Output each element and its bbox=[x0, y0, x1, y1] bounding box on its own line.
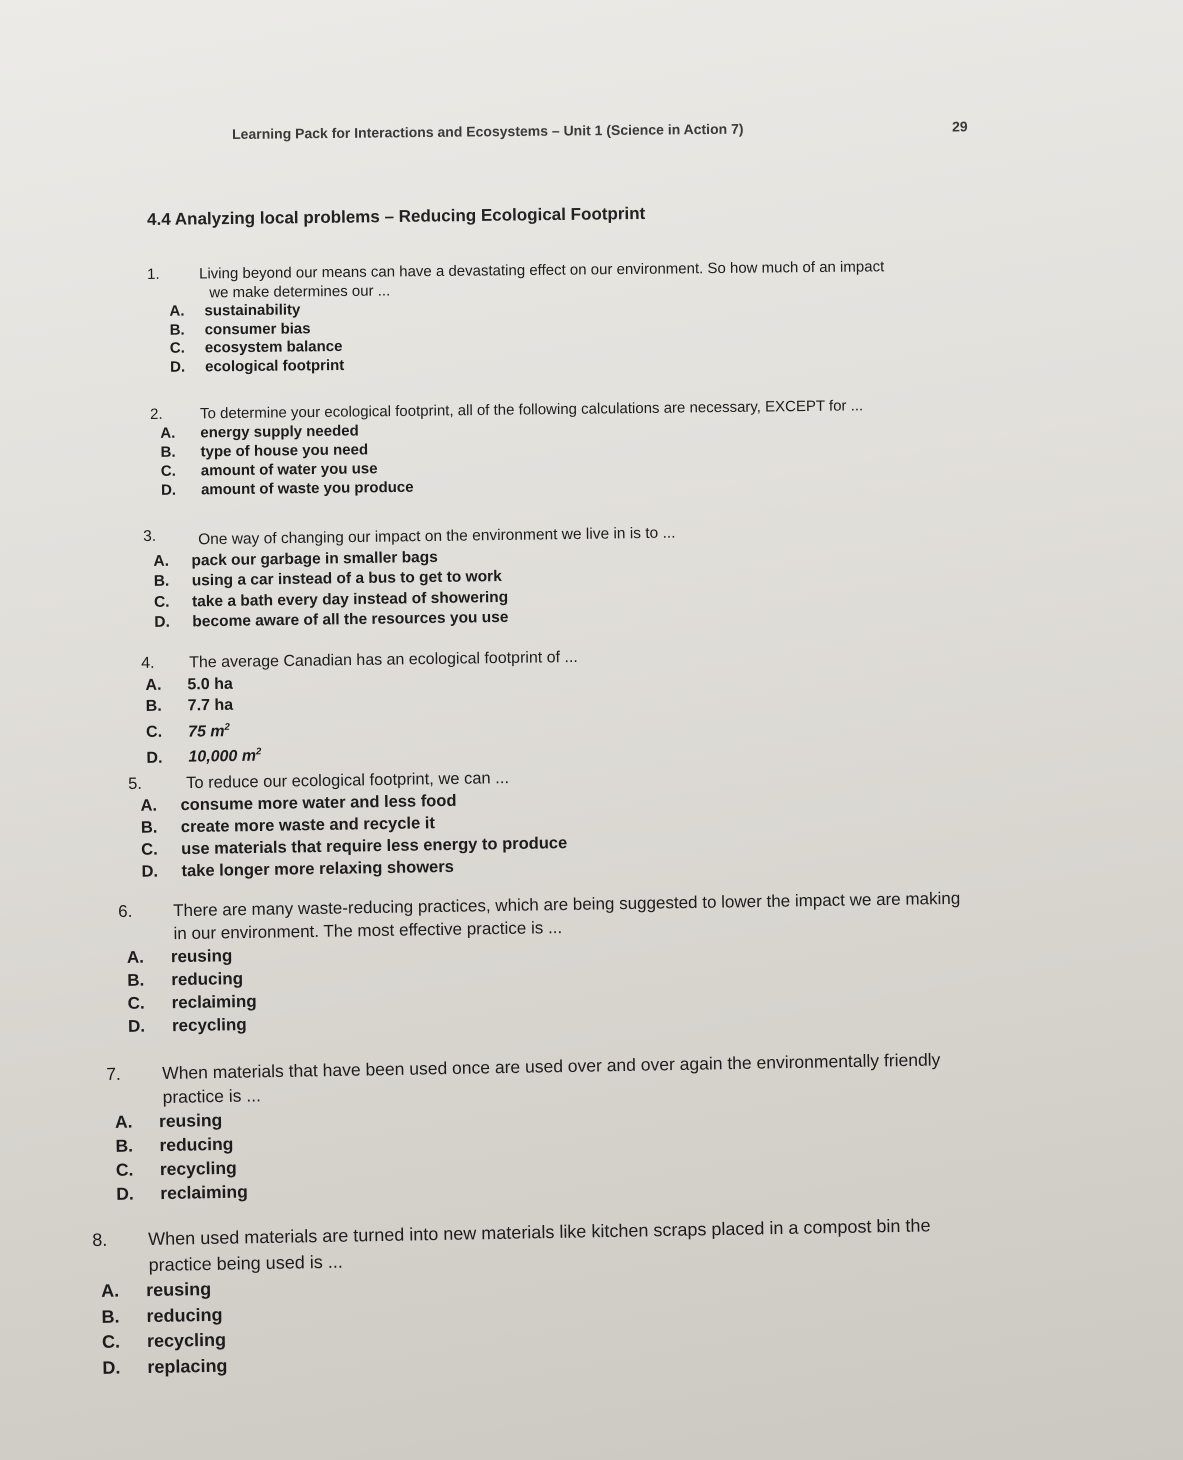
option-d: D. become aware of all the resources you use bbox=[154, 608, 509, 631]
question-2 bbox=[150, 394, 1031, 500]
question-3 bbox=[143, 517, 844, 633]
option-b: B. reducing bbox=[115, 1133, 234, 1156]
option-a: A. consume more water and less food bbox=[140, 791, 457, 815]
option-d: D. ecological footprint bbox=[169, 356, 345, 376]
question-1 bbox=[147, 257, 1028, 377]
question-stem-continued: we make determines our ... bbox=[209, 281, 391, 301]
question-number: 3. bbox=[143, 527, 157, 545]
question-stem-continued: practice being used is ... bbox=[148, 1251, 343, 1275]
question-stem: To determine your ecological footprint, all of the following calculations are necessary, EXCEPT for ... bbox=[200, 397, 864, 423]
question-stem: Living beyond our means can have a devastating effect on our environment. So how much of an impact bbox=[198, 258, 885, 283]
option-c: C. reclaiming bbox=[127, 991, 257, 1013]
option-a: A. energy supply needed bbox=[160, 422, 359, 442]
question-number: 5. bbox=[128, 774, 143, 793]
section-title: 4.4 Analyzing local problems – Reducing Ecological Footprint bbox=[147, 203, 646, 229]
page-number: 29 bbox=[951, 118, 968, 135]
page-header bbox=[232, 118, 972, 142]
question-8 bbox=[92, 1211, 1085, 1381]
option-c: C. recycling bbox=[115, 1157, 237, 1180]
option-d: D. reclaiming bbox=[116, 1181, 249, 1204]
question-number: 7. bbox=[106, 1063, 121, 1084]
question-4 bbox=[141, 645, 703, 769]
question-stem: The average Canadian has an ecological footprint of ... bbox=[189, 648, 578, 672]
option-c: C. amount of water you use bbox=[160, 460, 378, 480]
question-7 bbox=[106, 1045, 1088, 1206]
option-b: B. create more waste and recycle it bbox=[140, 814, 436, 837]
option-a: A. reusing bbox=[100, 1278, 212, 1301]
option-b: B. using a car instead of a bus to get to work bbox=[153, 567, 502, 590]
question-number: 6. bbox=[118, 901, 133, 921]
option-a: A. pack our garbage in smaller bags bbox=[153, 548, 438, 570]
option-b: B. type of house you need bbox=[160, 441, 369, 461]
option-a: A. reusing bbox=[114, 1109, 223, 1132]
question-stem: When materials that have been used once are used over and over again the environmentally friendly bbox=[162, 1049, 941, 1084]
option-b: B. consumer bias bbox=[169, 319, 311, 339]
question-number: 1. bbox=[147, 265, 160, 283]
header-title: Learning Pack for Interactions and Ecosystems – Unit 1 (Science in Action 7) bbox=[232, 120, 744, 142]
question-stem-continued: practice is ... bbox=[162, 1085, 262, 1108]
option-c: C. recycling bbox=[101, 1329, 227, 1352]
option-c: C. take a bath every day instead of showering bbox=[153, 588, 509, 611]
option-d: D. recycling bbox=[127, 1014, 247, 1036]
question-number: 4. bbox=[141, 654, 155, 672]
option-d: D. replacing bbox=[102, 1355, 228, 1378]
question-stem-continued: in our environment. The most effective practice is ... bbox=[173, 918, 563, 944]
question-5 bbox=[128, 763, 750, 883]
question-stem: There are many waste-reducing practices, which are being suggested to lower the impact we are making bbox=[173, 888, 961, 921]
option-d: D. take longer more relaxing showers bbox=[141, 857, 455, 881]
option-b: B. reducing bbox=[101, 1304, 223, 1327]
question-6 bbox=[118, 884, 1120, 1038]
question-stem: When used materials are turned into new materials like kitchen scraps placed in a compost bin the bbox=[148, 1215, 931, 1250]
question-number: 8. bbox=[92, 1229, 108, 1250]
option-c: C. use materials that require less energy to produce bbox=[141, 834, 568, 859]
option-a: A. 5.0 ha bbox=[145, 675, 233, 694]
option-a: A. reusing bbox=[126, 946, 233, 967]
option-d: D. amount of waste you produce bbox=[160, 478, 414, 499]
option-c: C. ecosystem balance bbox=[169, 337, 343, 357]
option-b: B. reducing bbox=[127, 969, 244, 990]
question-stem: To reduce our ecological footprint, we can ... bbox=[186, 769, 510, 793]
question-stem: One way of changing our impact on the environment we live in is to ... bbox=[198, 524, 676, 549]
option-c: C. 75 $m^2$ bbox=[145, 721, 230, 741]
question-number: 2. bbox=[150, 405, 163, 423]
option-a: A. sustainability bbox=[169, 301, 301, 320]
option-b: B. 7.7 ha bbox=[145, 696, 234, 715]
option-d: D. 10,000 $m^2$ bbox=[146, 746, 262, 767]
